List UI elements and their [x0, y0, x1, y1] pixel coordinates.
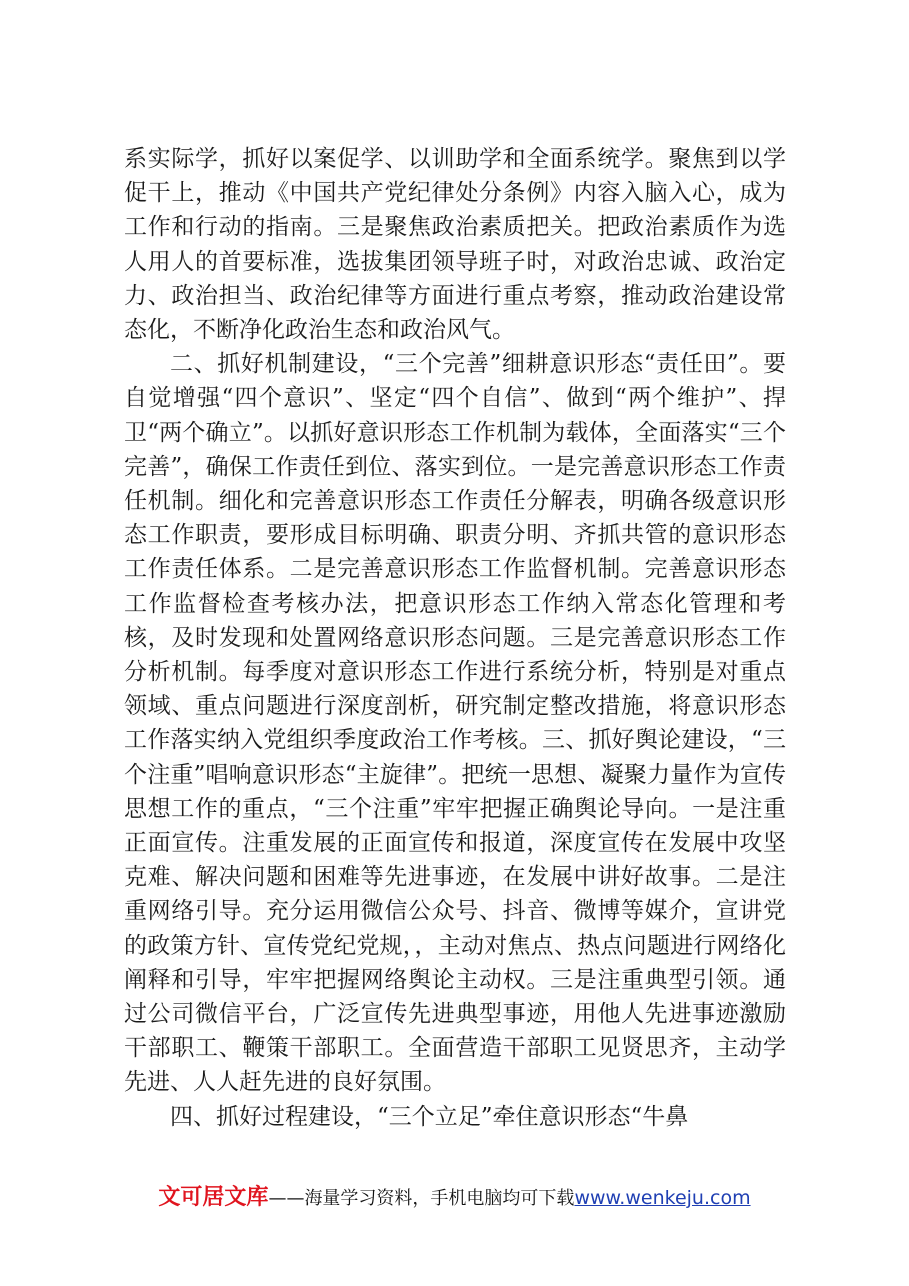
footer-site-link[interactable]: www.wenkeju.com — [574, 1187, 751, 1209]
document-body — [124, 142, 786, 1134]
footer-banner — [0, 1180, 909, 1211]
paragraph-continuation: 系实际学，抓好以案促学、以训助学和全面系统学。聚焦到以学促干上，推动《中国共产党纪律处分条例》内容入脑入心，成为工作和行动的指南。三是聚焦政治素质把关。把政治素质作为选人用人的首要标准，选拔集团领导班子时，对政治忠诚、政治定力、政治担当、政治纪律等方面进行重点考察，推动政治建设常态化，不断净化政治生态和政治风气。 — [124, 146, 786, 344]
footer-slogan: ——海量学习资料，手机电脑均可下载 — [268, 1188, 575, 1209]
paragraph-section-four: 四、抓好过程建设，“三个立足”牵住意识形态“牛鼻 — [170, 1103, 689, 1130]
paragraph-section-two: 二、抓好机制建设，“三个完善”细耕意识形态“责任田”。要自觉增强“四个意识”、坚定“四个自信”、做到“两个维护”、捍卫“两个确立”。以抓好意识形态工作机制为载体，全面落实“三个完善”，确保工作责任到位、落实到位。一是完善意识形态工作责任机制。细化和完善意识形态工作责任分解表，明确各级意识形态工作职责，要形成目标明确、职责分明、齐抓共管的意识形态工作责任体系。二是完善意识形态工作监督机制。完善意识形态工作监督检查考核办法，把意识形态工作纳入常态化管理和考核，及时发现和处置网络意识形态问题。三是完善意识形态工作分析机制。每季度对意识形态工作进行系统分析，特别是对重点领域、重点问题进行深度剖析，研究制定整改措施，将意识形态工作落实纳入党组织季度政治工作考核。三、抓好舆论建设，“三个注重”唱响意识形态“主旋律”。把统一思想、凝聚力量作为宣传思想工作的重点，“三个注重”牢牢把握正确舆论导向。一是注重正面宣传。注重发展的正面宣传和报道，深度宣传在发展中攻坚克难、解决问题和困难等先进事迹，在发展中讲好故事。二是注重网络引导。充分运用微信公众号、抖音、微博等媒介，宣讲党的政策方针、宣传党纪党规，，主动对焦点、热点问题进行网络化阐释和引导，牢牢把握网络舆论主动权。三是注重典型引领。通过公司微信平台，广泛宣传先进典型事迹，用他人先进事迹激励干部职工、鞭策干部职工。全面营造干部职工见贤思齐，主动学先进、人人赶先进的良好氛围。 — [124, 351, 786, 1096]
footer-brand: 文可居文库 — [158, 1185, 269, 1210]
